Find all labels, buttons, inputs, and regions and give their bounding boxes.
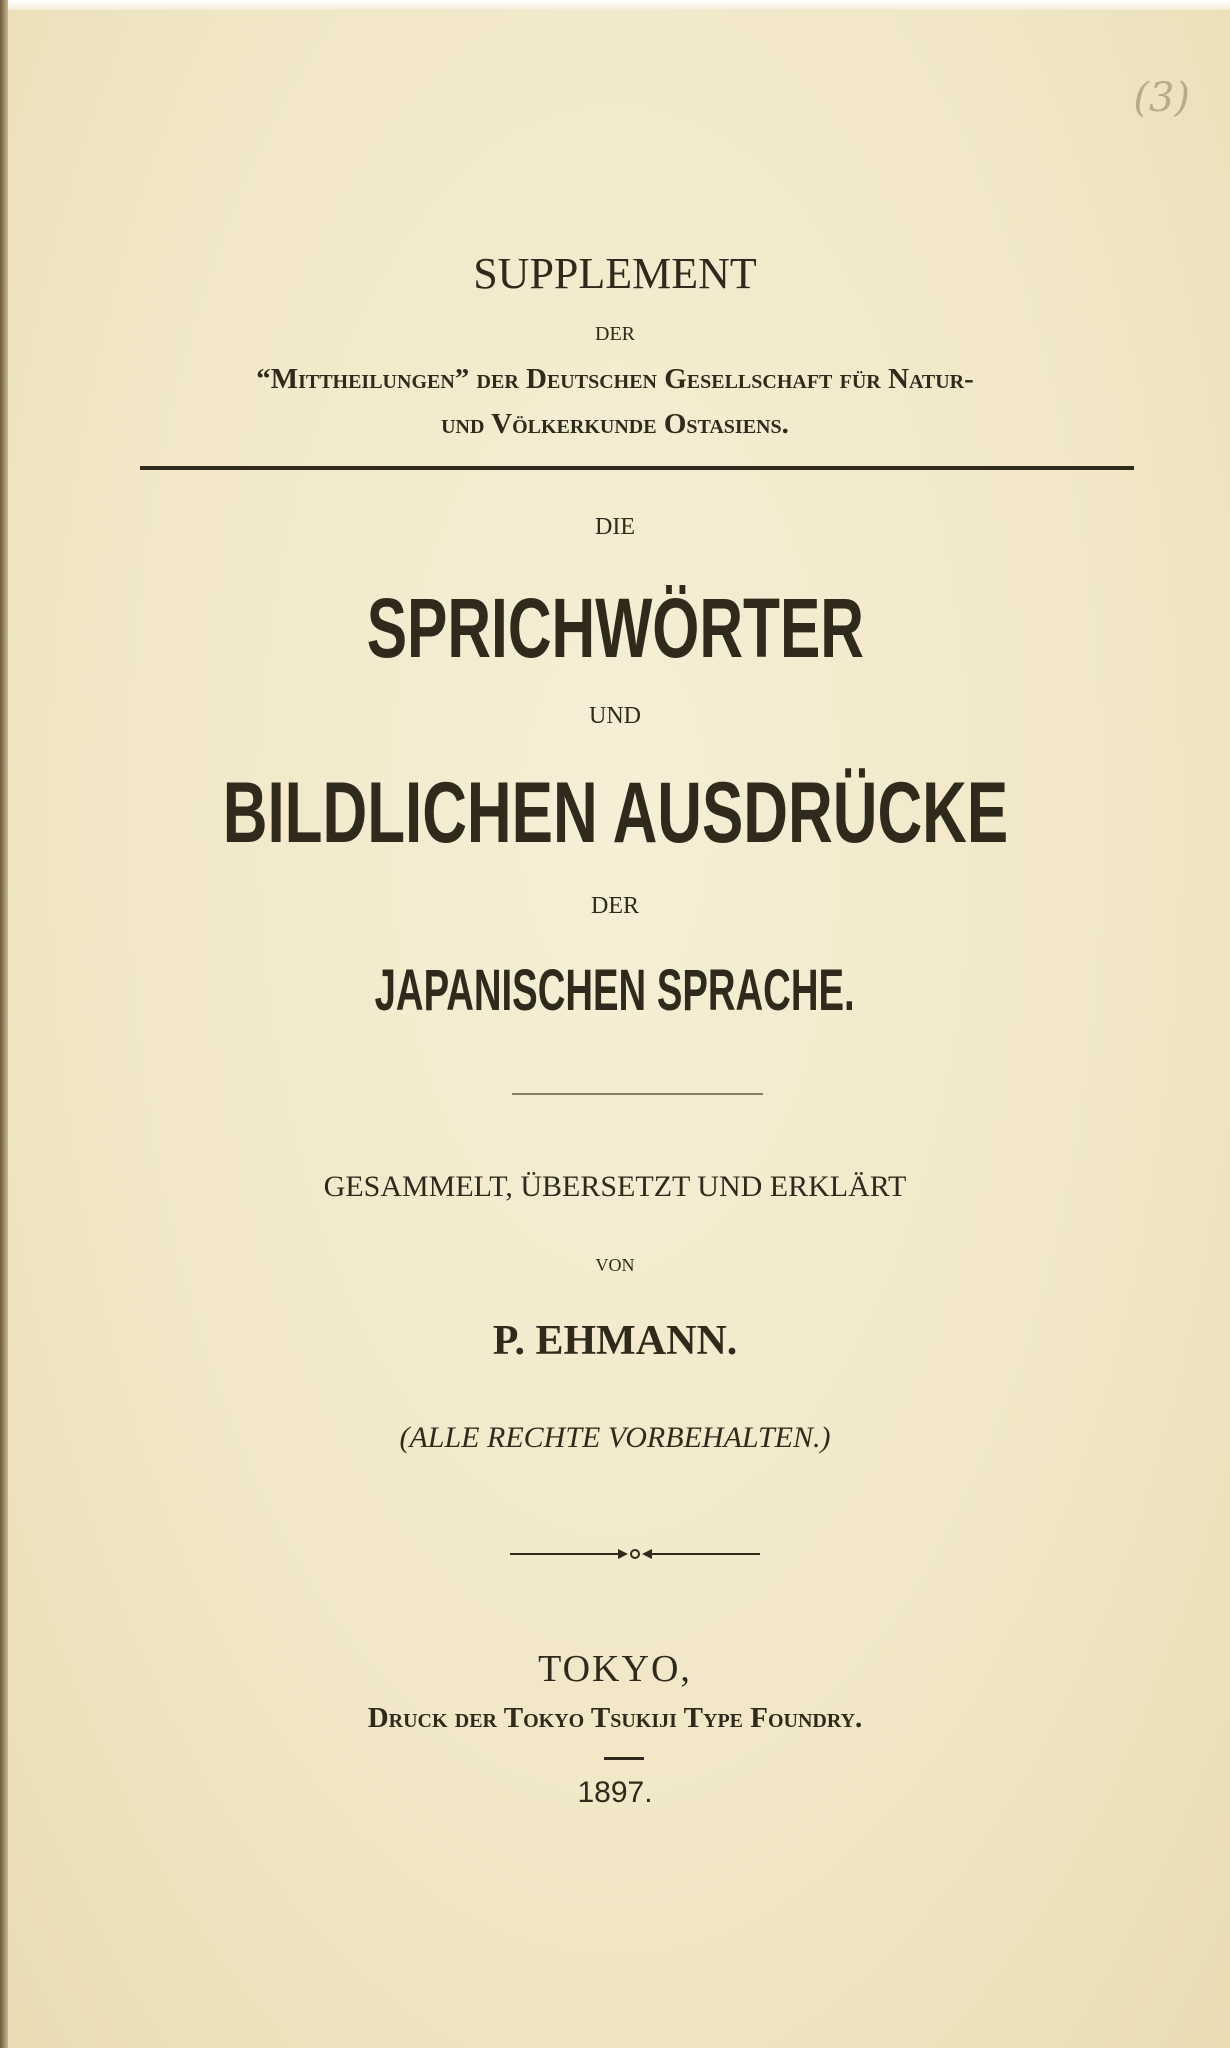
und-label: UND [589, 703, 641, 729]
society-line-1: “Mittheilungen” der Deutschen Gesellschaft für Natur- [256, 363, 974, 395]
short-rule [512, 1093, 763, 1095]
title-japanischen-sprache: JAPANISCHEN SPRACHE. [374, 958, 855, 1023]
header-rule [140, 466, 1134, 470]
society-line-2: und Völkerkunde Ostasiens. [441, 408, 789, 440]
title-bildlichen-ausdruecke: BILDLICHEN AUSDRÜCKE [222, 765, 1008, 861]
binding-edge [0, 0, 8, 2048]
year-rule [604, 1757, 644, 1760]
title-line-3 [0, 958, 1230, 1023]
der-2: DER [591, 893, 639, 919]
collected-line: GESAMMELT, ÜBERSETZT UND ERKLÄRT [323, 1170, 907, 1203]
pencil-page-mark: (3) [1133, 75, 1190, 121]
author-name: P. EHMANN. [492, 1318, 738, 1364]
page-top-edge [0, 0, 1230, 10]
die-label: DIE [595, 514, 635, 540]
imprint-place: TOKYO, [538, 1648, 692, 1690]
ornament-rule [510, 1546, 760, 1562]
rights-note: (ALLE RECHTE VORBEHALTEN.) [399, 1421, 831, 1454]
title-line-2 [0, 765, 1230, 861]
imprint-year: 1897. [577, 1776, 653, 1809]
der-1: DER [595, 323, 635, 345]
supplement-heading: SUPPLEMENT [473, 249, 757, 298]
imprint-printer: Druck der Tokyo Tsukiji Type Foundry. [367, 1702, 863, 1734]
title-sprichwoerter: SPRICHWÖRTER [366, 581, 864, 675]
von-label: VON [595, 1255, 635, 1275]
ornament-icon [510, 1546, 760, 1562]
title-line-1 [0, 581, 1230, 675]
